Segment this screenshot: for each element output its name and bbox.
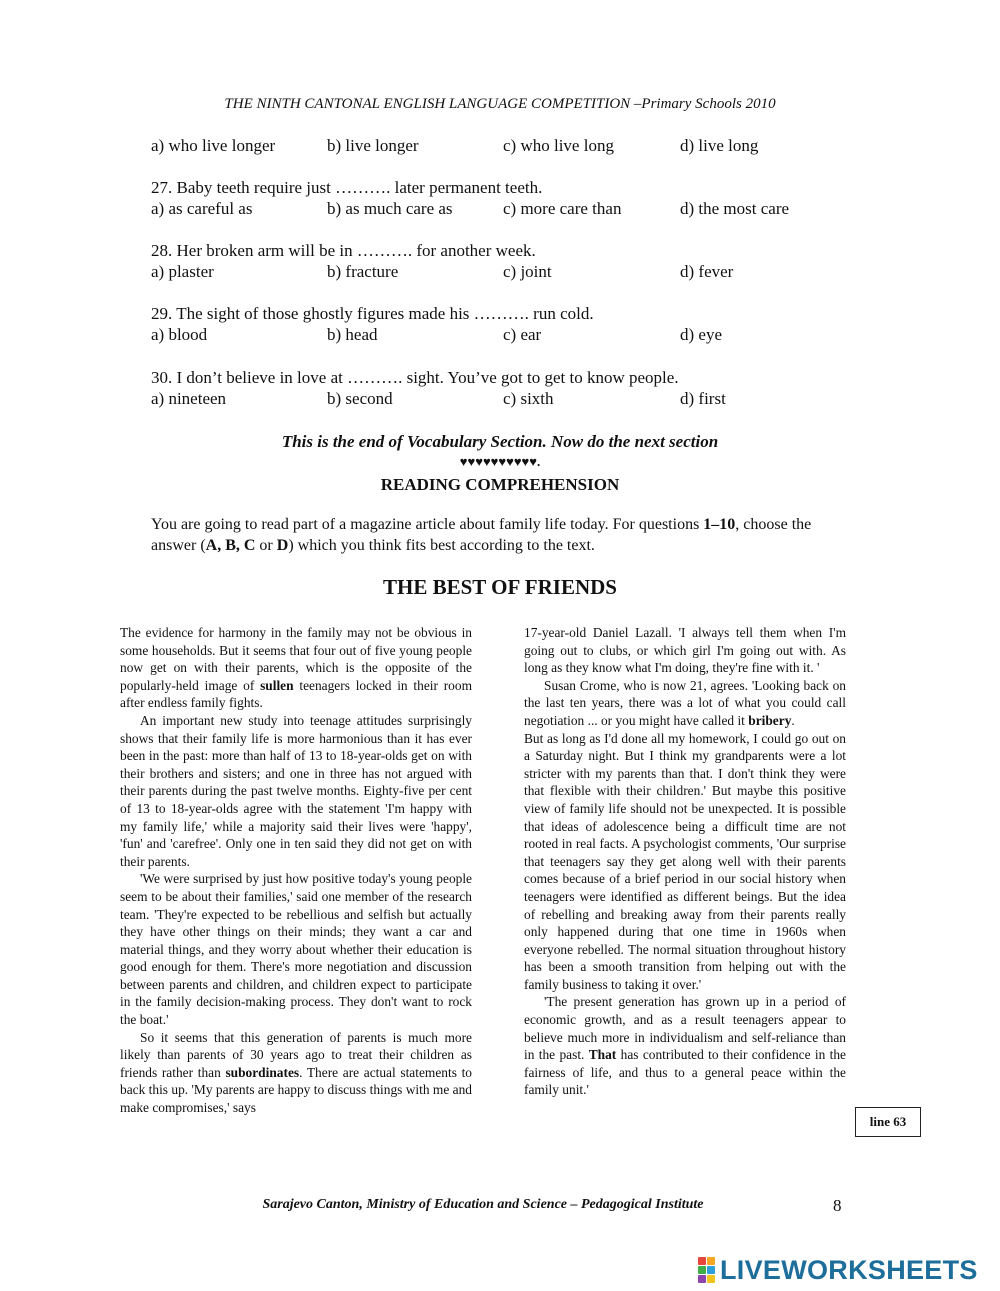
option-c: c) ear bbox=[503, 325, 542, 344]
option-d: d) eye bbox=[680, 325, 723, 344]
option-c: c) sixth bbox=[503, 389, 554, 408]
section-title: READING COMPREHENSION bbox=[380, 475, 620, 494]
article-paragraph: But as long as I'd done all my homework, I could go out on a Saturday night. But I think my grandparents were a lot stricter with my parents than that. I don't think they were that flexible with their children.' But maybe this positive view of family life should not be unexpected. It is possible that ideas of adolescence being a difficult time are not rooted in real facts. A psychologist comments, 'Our surprise that teenagers say they get along well with their parents comes because of a brief period in our social history when teenagers were identified as different beings. But the idea of rebelling and breaking away from their parents really only happened during that one time in 1960s when everyone rebelled. The normal situation throughout history has been a smooth transition from helping out with the family business to taking it over.' bbox=[524, 730, 846, 992]
section-end-note: This is the end of Vocabulary Section. Now do the next section bbox=[281, 432, 719, 451]
paragraph-text: . There are actual statements to back this up. 'My parents are happy to discuss things with me and make compromises,' says bbox=[120, 1064, 472, 1116]
logo-tile bbox=[707, 1266, 715, 1274]
instructions-text: or bbox=[255, 537, 277, 554]
option-a: a) plaster bbox=[151, 262, 214, 281]
instructions-letter-d: D bbox=[276, 537, 289, 554]
instructions-text: You are going to read part of a magazine article about family life today. For questions bbox=[151, 516, 704, 533]
question-stem: 27. Baby teeth require just ………. later permanent teeth. bbox=[151, 178, 543, 197]
option-d: d) first bbox=[680, 389, 726, 408]
page-header: THE NINTH CANTONAL ENGLISH LANGUAGE COMPETITION –Primary Schools 2010 bbox=[224, 96, 776, 112]
instructions-text: ) which you think fits best according to the text. bbox=[288, 537, 595, 554]
article-paragraph bbox=[120, 624, 472, 712]
logo-tile bbox=[707, 1257, 715, 1265]
option-a: a) blood bbox=[151, 325, 208, 344]
highlighted-word: bribery bbox=[748, 712, 792, 728]
page-footer: Sarajevo Canton, Ministry of Education and Science – Pedagogical Institute bbox=[262, 1197, 704, 1212]
instructions-text: , choose the answer ( bbox=[151, 516, 812, 554]
logo-tiles-icon bbox=[698, 1257, 715, 1283]
option-a: a) nineteen bbox=[151, 389, 227, 408]
paragraph-text: Susan Crome, who is now 21, agrees. 'Looking back on the last ten years, there was a lot of what you could call negotiation ... or you might have called it bbox=[524, 677, 846, 728]
option-b: b) fracture bbox=[327, 262, 399, 281]
paragraph-text: 'The present generation has grown up in a period of economic growth, and as a result teenagers appear to believe much more in individualism and self-reliance than in the past. bbox=[524, 994, 846, 1063]
logo-text: LIVEWORKSHEETS bbox=[720, 1254, 978, 1285]
logo-tile bbox=[698, 1266, 706, 1274]
article-paragraph: 'We were surprised by just how positive today's young people seem to be about their families,' said one member of the research team. 'They're expected to be rebellious and selfish but actually they have other things on their minds; they want a car and material things, and they worry about whether their education is good enough for them. There's more negotiation and discussion between parents and children, and children expect to participate in the family decision-making process. They don't want to rock the boat.' bbox=[120, 871, 472, 1028]
paragraph-text: teenagers locked in their room after endless family fights. bbox=[120, 677, 472, 711]
logo-tile bbox=[707, 1275, 715, 1283]
logo-tile bbox=[698, 1275, 706, 1283]
liveworksheets-logo[interactable] bbox=[698, 1256, 978, 1284]
instructions bbox=[151, 514, 851, 556]
highlighted-word: sullen bbox=[260, 677, 294, 693]
article-title: THE BEST OF FRIENDS bbox=[383, 575, 617, 599]
article-paragraph: An important new study into teenage attitudes surprisingly shows that their family life is more harmonious than it has ever been in the past: more than half of 13 to 18-year-olds get on with their brothers and sisters; and one in three has not argued with their parents during the past twelve months. Eighty-five per cent of 13 to 18-year-olds agree with the statement 'I'm happy with my family life,' while a majority said their lives were 'happy', 'fun' and 'carefree'. Only one in ten said they did not get on with their parents. bbox=[120, 712, 472, 869]
paragraph-text: has contributed to their confidence in the fairness of life, and thus to a general peace within the family unit.' bbox=[524, 1047, 846, 1098]
option-c: c) who live long bbox=[503, 136, 614, 155]
page-number: 8 bbox=[833, 1196, 842, 1215]
article-paragraph bbox=[524, 993, 846, 1099]
paragraph-text: So it seems that this generation of parents is much more likely than parents of 30 years ago to treat their children as friends rather than bbox=[120, 1029, 472, 1080]
option-a: a) who live longer bbox=[151, 136, 276, 155]
question-stem: 30. I don’t believe in love at ………. sight. You’ve got to get to know people. bbox=[151, 368, 679, 387]
article-paragraph bbox=[120, 1029, 472, 1117]
question-stem: 28. Her broken arm will be in ………. for another week. bbox=[151, 241, 536, 260]
article-paragraph bbox=[524, 677, 846, 730]
paragraph-text: . bbox=[791, 712, 795, 728]
highlighted-word: That bbox=[588, 1047, 617, 1063]
option-d: d) live long bbox=[680, 136, 759, 155]
instructions-letters: A, B, C bbox=[205, 537, 256, 554]
option-b: b) second bbox=[327, 389, 393, 408]
option-a: a) as careful as bbox=[151, 199, 253, 218]
article-column-left bbox=[120, 624, 472, 1117]
highlighted-word: subordinates bbox=[225, 1064, 300, 1080]
paragraph-text: The evidence for harmony in the family may not be obvious in some households. But it seems that four out of five young people now get on with their parents, which is the opposite of the popularly-held image of bbox=[120, 625, 472, 693]
option-c: c) more care than bbox=[503, 199, 622, 218]
article-column-right bbox=[524, 624, 846, 1099]
option-b: b) head bbox=[327, 325, 378, 344]
question-stem: 29. The sight of those ghostly figures made his ………. run cold. bbox=[151, 304, 594, 323]
option-c: c) joint bbox=[503, 262, 552, 281]
option-b: b) as much care as bbox=[327, 199, 453, 218]
line-marker: line 63 bbox=[855, 1107, 921, 1137]
option-d: d) fever bbox=[680, 262, 734, 281]
article-paragraph: 17-year-old Daniel Lazall. 'I always tell them when I'm going out to clubs, or which girl I'm going out with. As long as they know what I'm doing, they're fine with it. ' bbox=[524, 625, 846, 676]
instructions-range: 1–10 bbox=[703, 516, 736, 533]
option-b: b) live longer bbox=[327, 136, 419, 155]
option-d: d) the most care bbox=[680, 199, 790, 218]
logo-tile bbox=[698, 1257, 706, 1265]
hearts-divider: ♥♥♥♥♥♥♥♥♥♥. bbox=[459, 454, 541, 469]
